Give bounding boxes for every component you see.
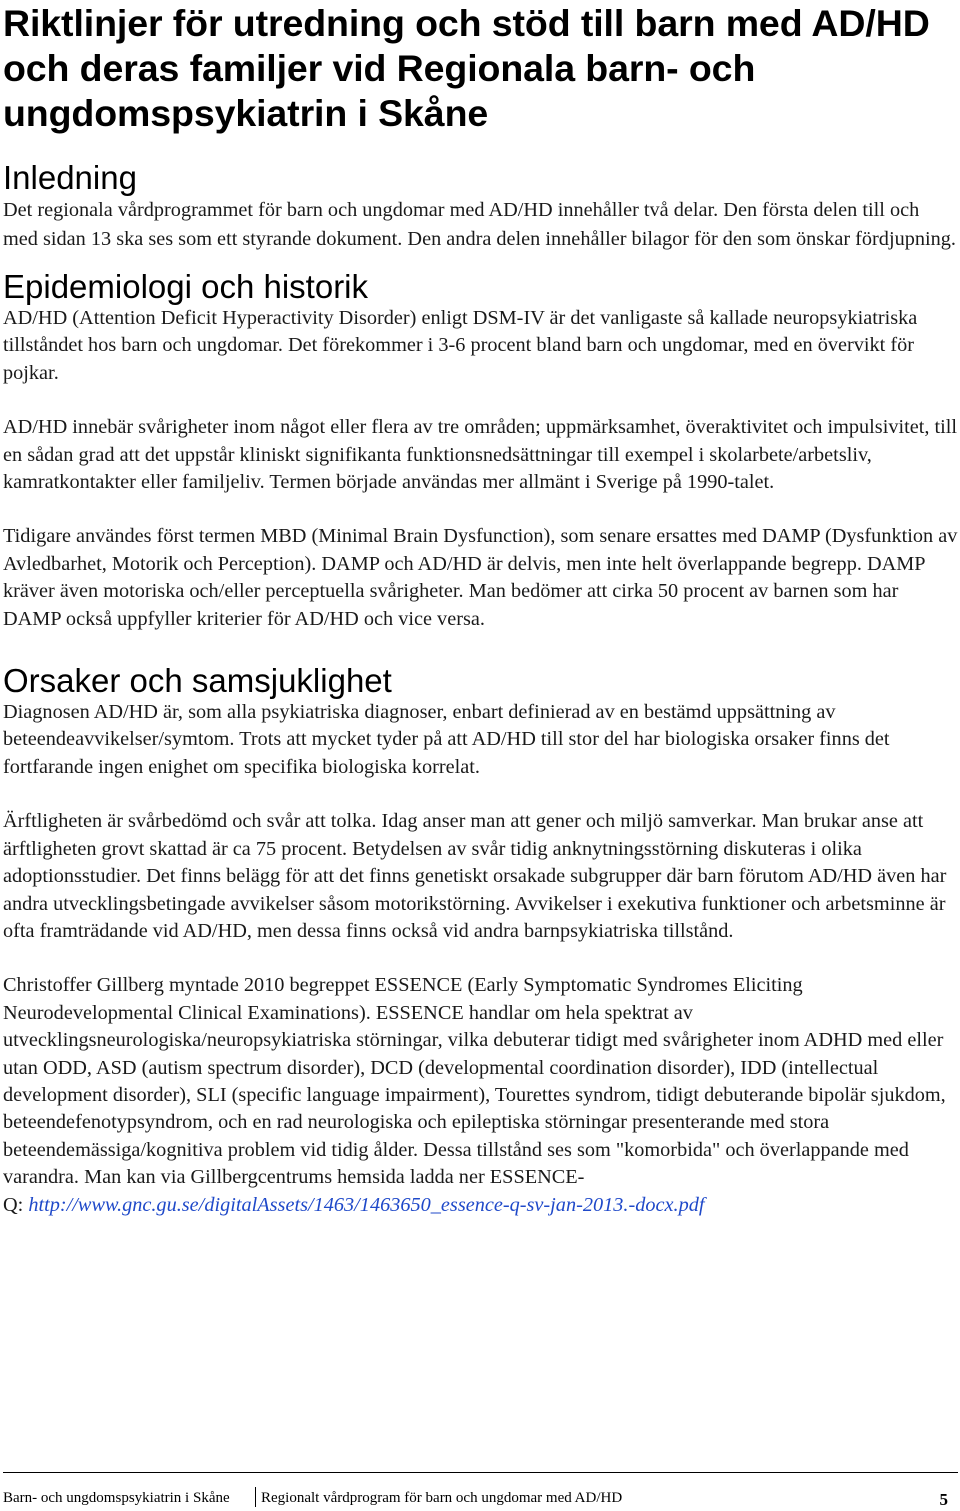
paragraph: Tidigare användes först termen MBD (Minimal Brain Dysfunction), som senare ersattes med DAMP (Dysfunktion av Avledbarhet, Motorik och Perception). DAMP och AD/HD är delvis, men inte helt överlappande begrepp. DAMP kräver även motoriska och/eller perceptuella svårigheter. Man bedömer att cirka 50 procent av barnen som har DAMP också uppfyller kriterier för AD/HD och vice versa.	[3, 525, 958, 630]
section-epidemiologi	[3, 269, 958, 633]
document-content	[3, 0, 958, 1219]
link-line	[3, 1192, 958, 1219]
footer-divider	[3, 1472, 958, 1473]
page-number: 5	[939, 1490, 948, 1509]
essence-q-link[interactable]: http://www.gnc.gu.se/digitalAssets/1463/1463650_essence-q-sv-jan-2013.-docx.pdf	[28, 1193, 705, 1216]
section-heading: Inledning	[3, 159, 137, 196]
footer-separator	[255, 1487, 256, 1507]
paragraph: AD/HD innebär svårigheter inom något eller flera av tre områden; uppmärksamhet, överaktivitet och impulsivitet, till en sådan grad att det uppstår kliniskt signifikanta funktionsnedsättningar till exempel i skolarbete/arbetsliv, kamratkontakter eller familjeliv. Termen började användas mer allmänt i Sverige på 1990-talet.	[3, 416, 958, 494]
document-title: Riktlinjer för utredning och stöd till barn med AD/HD och deras familjer vid Regionala barn- och ungdomspsykiatrin i Skåne	[3, 2, 930, 134]
paragraph: Det regionala vårdprogrammet för barn och ungdomar med AD/HD innehåller två delar. Den första delen till och med sidan 13 ska ses som ett styrande dokument. Den andra delen innehåller bilagor för den som önskar fördjupning.	[3, 199, 956, 250]
footer-document-name: Regionalt vårdprogram för barn och ungdomar med AD/HD	[261, 1490, 623, 1506]
link-prefix: Q:	[3, 1193, 29, 1216]
section-heading: Epidemiologi och historik	[3, 268, 369, 305]
page-footer	[3, 1487, 958, 1511]
paragraph: AD/HD (Attention Deficit Hyperactivity Disorder) enligt DSM-IV är det vanligaste så kallade neuropsykiatriska tillståndet hos barn och ungdomar. Det förekommer i 3-6 procent bland barn och ungdomar, med en övervikt för pojkar.	[3, 307, 918, 384]
section-heading: Orsaker och samsjuklighet	[3, 662, 392, 700]
paragraph: Christoffer Gillberg myntade 2010 begreppet ESSENCE (Early Symptomatic Syndromes Eliciting Neurodevelopmental Clinical Examinations). ESSENCE handlar om hela spektrat av utvecklingsneurologiska/neuropsykiatriska störningar, vilka debuterar tidigt med svårigheter inom ADHD med eller utan ODD, ASD (autism spectrum disorder), DCD (developmental coordination disorder), IDD (intellectual development disorder), SLI (specific language impairment), Tourettes syndrom, tidigt debuterande bipolär sjukdom, beteendefenotypsyndrom, och en rad neurologiska och epileptiska störningar presenterande med stora beteendemässiga/kognitiva problem vid tidig ålder. Dessa tillstånd ses som "komorbida" och överlappande med varandra. Man kan via Gillbergcentrums hemsida ladda ner ESSENCE-	[3, 974, 946, 1189]
paragraph: Ärftligheten är svårbedömd och svår att tolka. Idag anser man att gener och miljö samverkar. Man brukar anse att ärftligheten grovt skattad är ca 75 procent. Betydelsen av svår tidig anknytningsstörning diskuteras i olika adoptionsstudier. Det finns belägg för att det finns genetiskt orsakade subgrupper där barn förutom AD/HD även har andra utvecklingsbetingade avvikelser såsom motorikstörning. Avvikelser i exekutiva funktioner och arbetsminne är ofta framträdande vid AD/HD, men dessa finns också vid andra barnpsykiatriska tillstånd.	[3, 810, 947, 942]
footer-organization: Barn- och ungdomspsykiatrin i Skåne	[3, 1490, 230, 1506]
section-orsaker	[3, 663, 958, 1219]
section-inledning	[3, 160, 958, 254]
paragraph: Diagnosen AD/HD är, som alla psykiatriska diagnoser, enbart definierad av en bestämd uppsättning av beteendeavvikelser/symtom. Trots att mycket tyder på att AD/HD till stor del har biologiska orsaker finns det fortfarande ingen enighet om specifika biologiska korrelat.	[3, 701, 890, 778]
